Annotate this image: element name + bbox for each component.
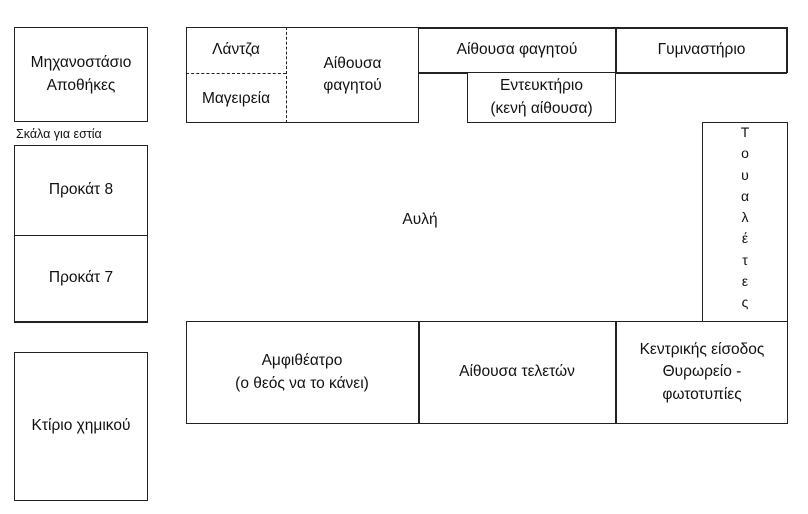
dining-room-1-label: Αίθουσα φαγητού [323, 54, 382, 94]
toilets-label [702, 122, 788, 322]
lounge-label: Εντευκτήριο (κενή αίθουσα) [490, 77, 593, 117]
rental-7-label: Προκάτ 7 [48, 269, 114, 287]
gym-label: Γυμναστήριο [657, 40, 746, 58]
kitchen-label: Μαγειρεία [201, 89, 271, 107]
dining-room-2-label: Αίθουσα φαγητού [456, 40, 578, 58]
toilets-letter: λ [741, 209, 749, 226]
left-divider [14, 321, 148, 323]
lantza-kitchen-divider [186, 73, 286, 74]
toilets-letter: υ [741, 166, 749, 183]
toilets-letter: Τ [740, 124, 750, 140]
ceremony-hall-label: Αίθουσα τελετών [459, 363, 575, 381]
chemistry-building-label: Κτίριο χημικού [31, 417, 131, 435]
toilets-letter: τ [742, 251, 748, 268]
amphitheatre-label: Αμφιθέατρο (ο θεός να το κάνει) [235, 352, 369, 392]
toilets-letter: ε [741, 273, 749, 290]
courtyard-label: Αυλή [402, 210, 438, 228]
lantza-label: Λάντζα [212, 40, 260, 58]
toilets-letter: ς [741, 294, 749, 311]
rental-8-label: Προκάτ 8 [48, 181, 114, 199]
toilets-letter: ο [741, 145, 749, 162]
toilets-letter: α [740, 187, 750, 204]
main-entrance-label: Κεντρικής είσοδος Θυρωρείο - φωτοτυπίες [639, 340, 765, 403]
toilets-letter: έ [741, 230, 749, 247]
stairs-note: Σκάλα για εστία [16, 126, 102, 141]
engine-room-label: Μηχανοστάσιο Αποθήκες [30, 54, 132, 94]
